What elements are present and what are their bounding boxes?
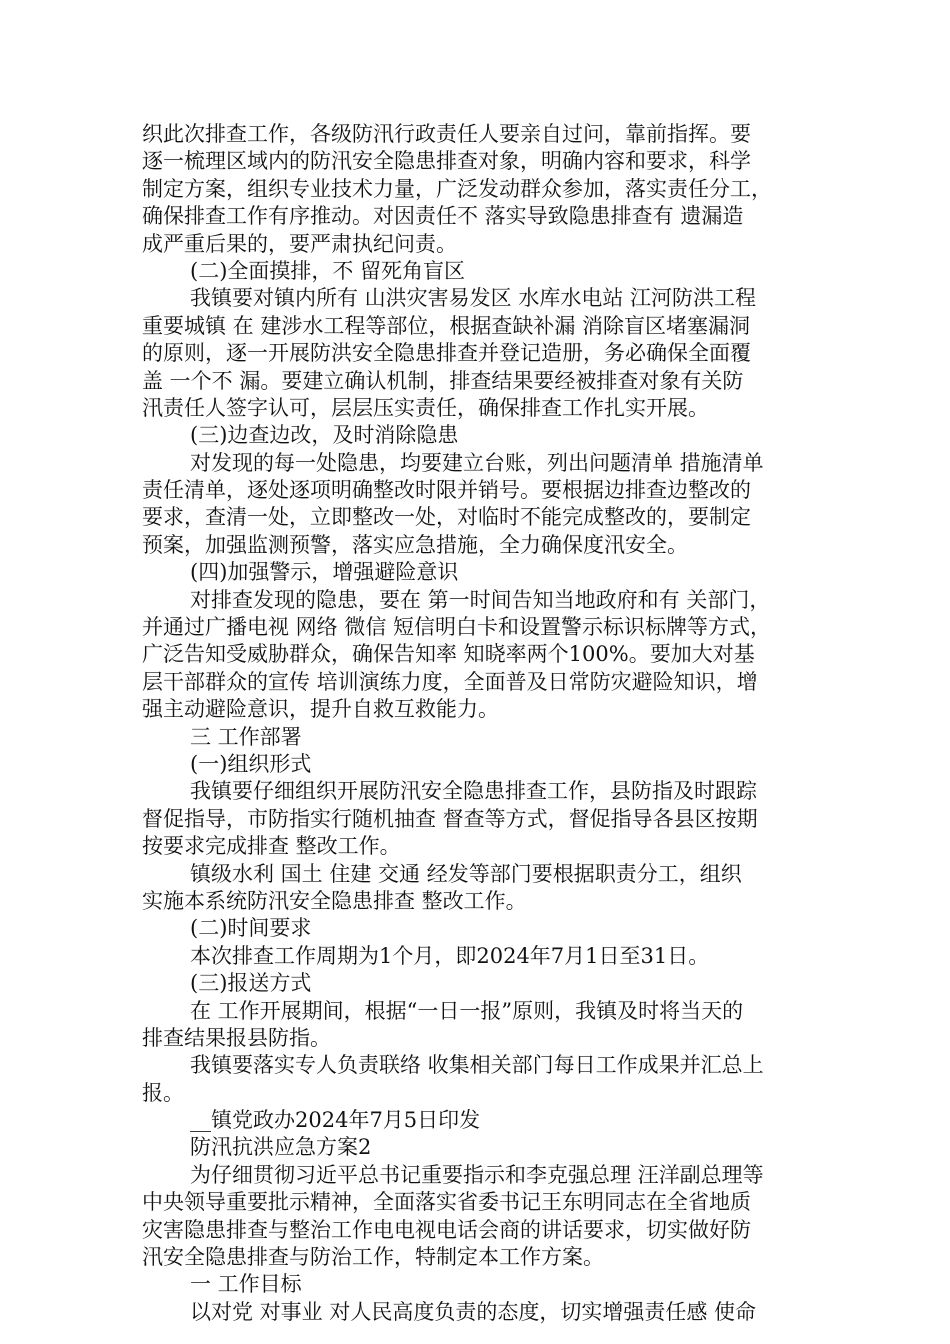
text-line: 盖 一个不 漏。要建立确认机制，排查结果要经被排查对象有关防 [142, 368, 744, 393]
text-line: 督促指导，市防指实行随机抽查 督查等方式，督促指导各县区按期 [142, 806, 758, 831]
text-line: 在 工作开展期间，根据“一日一报”原则，我镇及时将当天的 [190, 998, 744, 1023]
text-line: 广泛告知受威胁群众，确保告知率 知晓率两个100%。要加大对基 [142, 642, 755, 667]
text-line: 我镇要落实专人负责联络 收集相关部门每日工作成果并汇总上 [190, 1053, 764, 1078]
text-line: 为仔细贯彻习近平总书记重要指示和李克强总理 汪洋副总理等 [190, 1162, 764, 1187]
text-line: (四)加强警示，增强避险意识 [190, 560, 459, 585]
text-line: (二)全面摸排，不 留死角盲区 [190, 258, 466, 283]
text-line: 确保排查工作有序推动。对因责任不 落实导致隐患排查有 遗漏造 [142, 204, 744, 229]
text-line: 责任清单，逐处逐项明确整改时限并销号。要根据边排查边整改的 [142, 478, 751, 503]
text-line: 对发现的每一处隐患，均要建立台账，列出问题清单 措施清单 [190, 450, 764, 475]
text-line: 本次排查工作周期为1个月，即2024年7月1日至31日。 [190, 943, 710, 968]
text-line: 我镇要对镇内所有 山洪灾害易发区 水库水电站 江河防洪工程 [190, 286, 757, 311]
text-line: 对排查发现的隐患，要在 第一时间告知当地政府和有 关部门， [190, 587, 771, 612]
text-line: 我镇要仔细组织开展防汛安全隐患排查工作，县防指及时跟踪 [190, 779, 757, 804]
text-line: 排查结果报县防指。 [142, 1025, 331, 1050]
text-line: 三 工作部署 [190, 724, 302, 749]
text-line: 重要城镇 在 建涉水工程等部位，根据查缺补漏 消除盲区堵塞漏洞 [142, 313, 751, 338]
text-line: (三)边查边改，及时消除隐患 [190, 423, 459, 448]
text-line: 逐一梳理区域内的防汛安全隐患排查对象，明确内容和要求，科学 [142, 149, 751, 174]
text-line: 灾害隐患排查与整治工作电电视电话会商的讲话要求，切实做好防 [142, 1217, 751, 1242]
text-line: 要求，查清一处，立即整改一处，对临时不能完成整改的，要制定 [142, 505, 751, 530]
text-line: 并通过广播电视 网络 微信 短信明白卡和设置警示标识标牌等方式， [142, 615, 772, 640]
text-line: 防汛抗洪应急方案2 [190, 1135, 372, 1160]
text-line: (一)组织形式 [190, 751, 312, 776]
text-line: 一 工作目标 [190, 1272, 302, 1297]
text-line: 汛安全隐患排查与防治工作，特制定本工作方案。 [142, 1245, 604, 1270]
text-line: 汛责任人签字认可，层层压实责任，确保排查工作扎实开展。 [142, 395, 709, 420]
text-line: (二)时间要求 [190, 916, 312, 941]
text-line: 中央领导重要批示精神，全面落实省委书记王东明同志在全省地质 [142, 1190, 751, 1215]
text-line: 制定方案，组织专业技术力量，广泛发动群众参加，落实责任分工， [142, 176, 772, 201]
text-line: 织此次排查工作，各级防汛行政责任人要亲自过问，靠前指挥。要 [142, 122, 751, 146]
text-line: 层干部群众的宣传 培训演练力度，全面普及日常防灾避险知识，增 [142, 669, 758, 694]
text-line: (三)报送方式 [190, 971, 312, 996]
text-line: 镇级水利 国土 住建 交通 经发等部门要根据职责分工，组织 [190, 861, 742, 886]
text-line: __镇党政办2024年7月5日印发 [190, 1108, 481, 1133]
text-line: 成严重后果的，要严肃执纪问责。 [142, 231, 457, 256]
text-line: 预案，加强监测预警，落实应急措施，全力确保度汛安全。 [142, 532, 688, 557]
text-line: 按要求完成排查 整改工作。 [142, 834, 401, 859]
text-line: 的原则，逐一开展防洪安全隐患排查并登记造册，务必确保全面覆 [142, 341, 751, 366]
document-page [142, 121, 810, 1326]
text-line: 实施本系统防汛安全隐患排查 整改工作。 [142, 888, 527, 913]
text-line: 以对党 对事业 对人民高度负责的态度，切实增强责任感 使命 [190, 1299, 757, 1324]
text-line: 强主动避险意识，提升自救互救能力。 [142, 697, 499, 722]
text-line: 报。 [142, 1080, 184, 1105]
